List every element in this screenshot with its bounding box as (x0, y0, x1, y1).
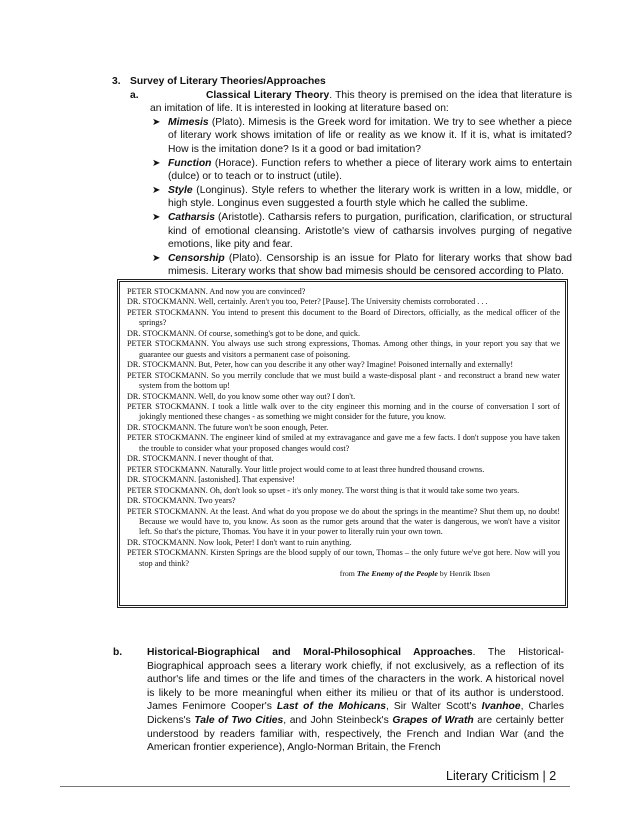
dialogue-line: PETER STOCKMANN. Naturally. Your little project would come to at least three hundred thousand crowns. (127, 464, 485, 474)
excerpt-source: from The Enemy of the People by Henrik Ibsen (339, 569, 490, 579)
dialogue-line: DR. STOCKMANN. The future won't be soon enough, Peter. (127, 422, 329, 432)
arrow-bullet-icon: ➤ (152, 116, 161, 128)
page-footer: Literary Criticism | 2 (446, 769, 557, 783)
dialogue-line: PETER STOCKMANN. You intend to present this document to the Board of Directors, officially, as the medical officer of the springs? (127, 307, 560, 328)
play-excerpt-box (117, 279, 568, 608)
bullet-style: ➤ Style (Longinus). Style refers to whether the literary work is written in a low, middle, or high style. Longinus even suggested a fourth style which he called the sublime. (152, 184, 572, 210)
subsection-a-body: a. Classical Literary Theory. This theory is premised on the idea that literature is an imitation of life. It is interested in looking at literature based on: (130, 89, 573, 115)
dialogue-line: PETER STOCKMANN. Kirsten Springs are the blood supply of our town, Thomas – the only future we've got here. Now will you stop and think? (127, 548, 560, 568)
dialogue-line: DR. STOCKMANN. Now look, Peter! I don't want to ruin anything. (127, 537, 352, 547)
dialogue-line: PETER STOCKMANN. So you merrily conclude that we must build a waste-disposal plant - and reconstruct a brand new water system from the bottom up! (127, 370, 560, 391)
dialogue-line: DR. STOCKMANN. Of course, something's got to be done, and quick. (127, 328, 361, 338)
subsection-b-body: b. Historical-Biographical and Moral-Philosophical Approaches. The Historical-Biographical approach sees a literary work chiefly, if not exclusively, as a reflection of its author's life and times or the life and times of the characters in the work. A historical novel is likely to be more meaningful when either its milieu or that of its author is understood. James Fenimore Cooper's Last of the Mohicans, Sir Walter Scott's Ivanhoe, Charles Dickens's Tale of Two Cities, and John Steinbeck's Grapes of Wrath are certainly better understood by readers familiar with, respectively, the French and Indian War (and the American frontier experience), Anglo-Norman Britain, the French (113, 647, 564, 754)
dialogue-line: DR. STOCKMANN. Well, do you know some other way out? I don't. (127, 391, 356, 401)
bullet-function: ➤ Function (Horace). Function refers to whether a piece of literary work aims to entertain (dulce) or to teach or to instruct (utile). (152, 157, 572, 183)
dialogue-line: DR. STOCKMANN. I never thought of that. (127, 454, 274, 464)
arrow-bullet-icon: ➤ (152, 184, 161, 196)
dialogue-line: PETER STOCKMANN. And now you are convinced? (127, 287, 306, 296)
bullet-mimesis: ➤ Mimesis (Plato). Mimesis is the Greek word for imitation. We try to see whether a piece of literary work shows imitation of life or reality as we know it. If it is, what is imitated? How is the imitation done? Is it a good or bad imitation? (152, 116, 572, 155)
source-title: The Enemy of the People (356, 569, 438, 579)
subsection-b (113, 646, 564, 755)
arrow-bullet-icon: ➤ (152, 157, 161, 169)
arrow-bullet-icon: ➤ (152, 211, 161, 223)
section-heading: 3. Survey of Literary Theories/Approaches (112, 76, 326, 87)
subsection-a (112, 89, 572, 116)
footer-divider (60, 786, 570, 787)
subsection-a-title: Classical Literary Theory (206, 89, 330, 101)
work-title: Grapes of Wrath (392, 714, 474, 726)
dialogue-line: DR. STOCKMANN. Two years? (127, 496, 236, 506)
dialogue-line: PETER STOCKMANN. Oh, don't look so upset - it's only money. The worst thing is that it would take some two years. (127, 485, 520, 495)
dialogue-line: PETER STOCKMANN. I took a little walk over to the city engineer this morning and in the course of conversation I sort of jokingly mentioned these changes - as something we might consider for the future, you know. (127, 401, 560, 422)
work-title: Ivanhoe (481, 701, 521, 713)
subsection-b-label: b. (113, 647, 123, 658)
bullet-catharsis: ➤ Catharsis (Aristotle). Catharsis refers to purgation, purification, clarification, or structural kind of emotional cleansing. Aristotle's view of catharsis involves purging of negative emotions, like pity and fear. (152, 211, 572, 251)
dialogue-line: DR. STOCKMANN. But, Peter, how can you describe it any other way? Imagine! Poisoned internally and externally! (127, 360, 514, 370)
dialogue-line: PETER STOCKMANN. You always use such strong expressions, Thomas. Among other things, in your report you say that we guarantee our guests and visitors a permanent case of poisoning. (127, 339, 560, 359)
section-3 (112, 75, 572, 279)
dialogue-line: PETER STOCKMANN. The engineer kind of smiled at my extravagance and gave me a few facts. I don't suppose you have taken the trouble to consider what your proposed changes would cost? (127, 433, 560, 453)
work-title: Tale of Two Cities (194, 714, 284, 726)
subsection-a-label: a. (130, 89, 139, 101)
bullet-censorship: ➤ Censorship (Plato). Censorship is an issue for Plato for literary works that show bad mimesis. Literary works that show bad mimesis should be censored according to Plato. (152, 252, 572, 278)
dialogue-line: DR. STOCKMANN. [astonished]. That expensive! (127, 475, 295, 485)
work-title: Last of the Mohicans (276, 701, 386, 713)
subsection-b-title: Historical-Biographical and Moral-Philosophical Approaches (147, 647, 473, 658)
arrow-bullet-icon: ➤ (152, 252, 161, 264)
dialogue-line: PETER STOCKMANN. At the least. And what do you propose we do about the springs in the meantime? Shut them up, no doubt! Because we would have to, you know. As soon as the rumor gets around that the water is dangerous, we won't have a visitor left. So that's the picture, Thomas. You have it in your power to literally ruin your own town. (127, 506, 560, 537)
dialogue-line: DR. STOCKMANN. Well, certainly. Aren't you too, Peter? [Pause]. The University chemists corroborated . . . (127, 297, 488, 307)
